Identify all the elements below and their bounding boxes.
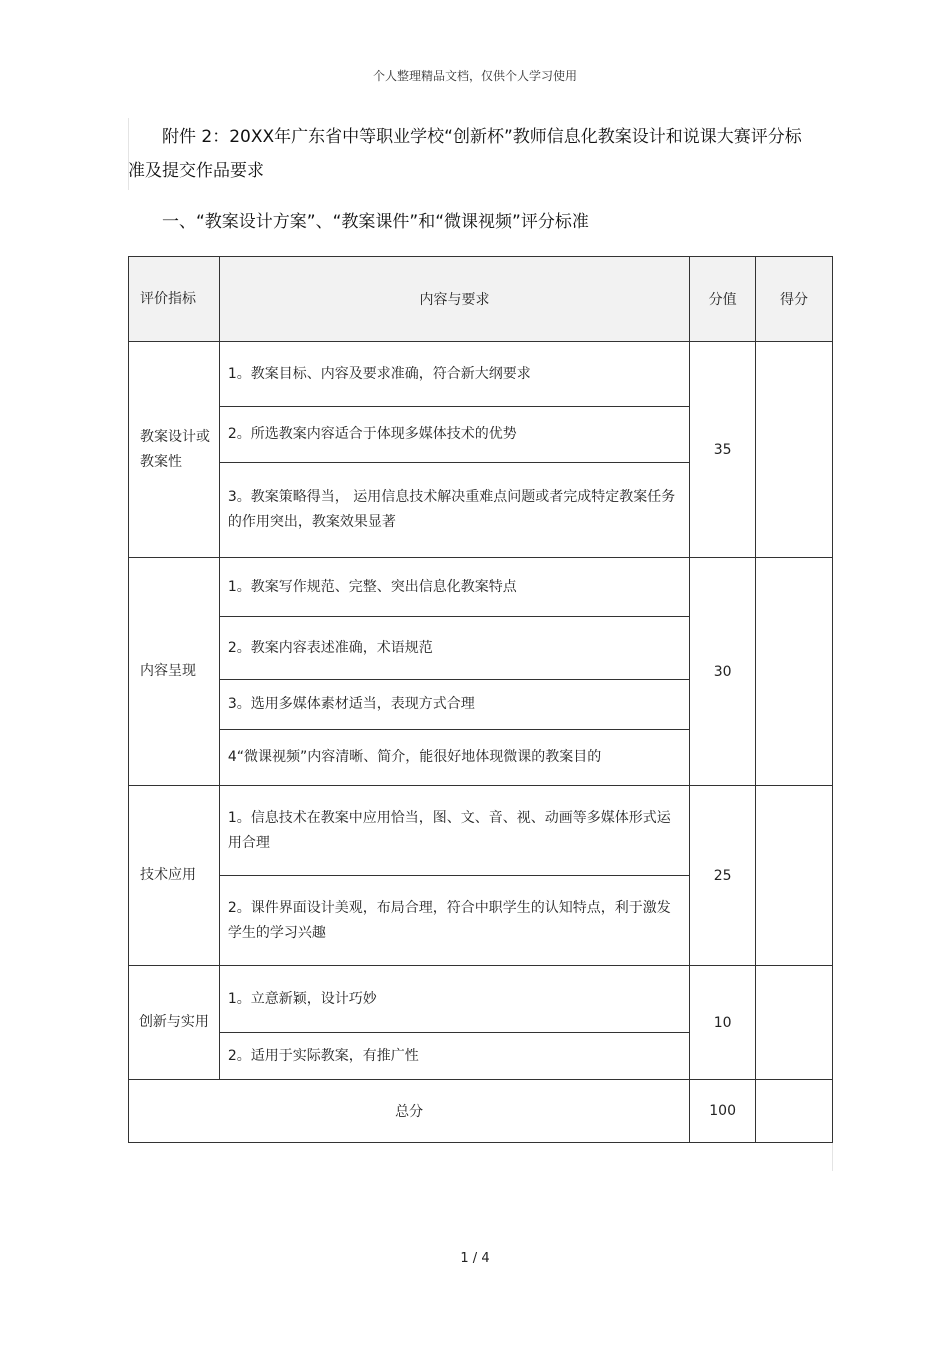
table-row [129, 966, 833, 1033]
criteria-item: 2。适用于实际教案，有推广性 [219, 1033, 689, 1080]
document-title [128, 120, 818, 188]
criteria-item: 1。信息技术在教案中应用恰当，图、文、音、视、动画等多媒体形式运用合理 [219, 786, 689, 876]
criteria-item: 3。选用多媒体素材适当，表现方式合理 [219, 680, 689, 730]
page-number: 1 / 4 [460, 1251, 490, 1266]
total-earned-cell [756, 1080, 833, 1143]
criteria-item: 1。立意新颖，设计巧妙 [219, 966, 689, 1033]
margin-line [832, 1143, 833, 1171]
earned-score-cell [756, 558, 833, 786]
earned-score-cell [756, 342, 833, 558]
score-cell: 30 [690, 558, 756, 786]
table-row [129, 558, 833, 617]
scoring-table [128, 256, 833, 1143]
criteria-item: 3。教案策略得当， 运用信息技术解决重难点问题或者完成特定教案任务的作用突出，教案效果显著 [219, 463, 689, 558]
table-header-row [129, 257, 833, 342]
criteria-item: 2。所选教案内容适合于体现多媒体技术的优势 [219, 407, 689, 463]
section-heading: 一、“教案设计方案”、“教案课件”和“微课视频”评分标准 [162, 212, 589, 232]
total-score: 100 [690, 1080, 756, 1143]
category-cell: 教案设计或教案性 [129, 342, 220, 558]
criteria-item: 4“微课视频”内容清晰、简介，能很好地体现微课的教案目的 [219, 730, 689, 786]
criteria-item: 1。教案目标、内容及要求准确，符合新大纲要求 [219, 342, 689, 407]
score-cell: 10 [690, 966, 756, 1080]
category-cell: 技术应用 [129, 786, 220, 966]
header-indicator: 评价指标 [129, 257, 220, 342]
score-cell: 35 [690, 342, 756, 558]
title-text: 附件 2：20XX年广东省中等职业学校“创新杯”教师信息化教案设计和说课大赛评分标准及提交作品要求 [128, 127, 802, 181]
criteria-item: 2。教案内容表述准确，术语规范 [219, 617, 689, 680]
category-cell: 创新与实用 [129, 966, 220, 1080]
criteria-item: 1。教案写作规范、完整、突出信息化教案特点 [219, 558, 689, 617]
earned-score-cell [756, 786, 833, 966]
table-row [129, 786, 833, 876]
header-earned: 得分 [756, 257, 833, 342]
header-content: 内容与要求 [219, 257, 689, 342]
score-cell: 25 [690, 786, 756, 966]
criteria-item: 2。课件界面设计美观，布局合理，符合中职学生的认知特点，利于激发学生的学习兴趣 [219, 876, 689, 966]
category-cell: 内容呈现 [129, 558, 220, 786]
header-score: 分值 [690, 257, 756, 342]
table-row [129, 342, 833, 407]
total-label: 总分 [129, 1080, 690, 1143]
earned-score-cell [756, 966, 833, 1080]
total-row [129, 1080, 833, 1143]
header-note: 个人整理精品文档，仅供个人学习使用 [372, 69, 577, 83]
